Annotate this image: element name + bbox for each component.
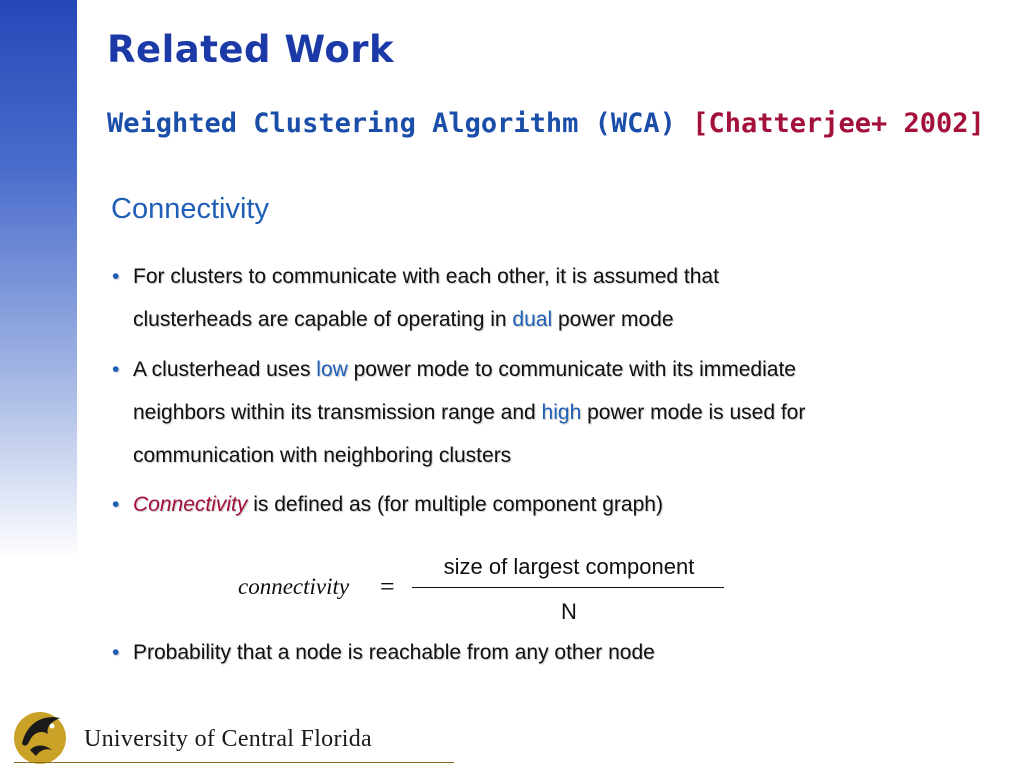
bullet-text: clusterheads are capable of operating in: [133, 308, 513, 331]
bullet-text: is defined as (for multiple component graph): [247, 493, 663, 516]
subtitle-main: Weighted Clustering Algorithm (WCA): [107, 108, 693, 139]
subtitle-citation: [Chatterjee+ 2002]: [692, 108, 985, 139]
bullet-text: For clusters to communicate with each other, it is assumed that: [133, 265, 719, 288]
side-gradient-bar: [0, 0, 77, 560]
bullet-item: [112, 348, 983, 477]
bullet-dot: •: [112, 641, 120, 664]
bullet-text: power mode: [552, 308, 674, 331]
bullet-text: power mode to communicate with its immediate: [347, 358, 796, 381]
formula-lhs: connectivity: [238, 574, 350, 599]
highlight-high: high: [541, 401, 582, 424]
slide-subtitle: [107, 108, 985, 139]
highlight-connectivity: Connectivity: [133, 493, 248, 516]
bullet-item: [112, 631, 983, 674]
bullet-text: A clusterhead uses: [133, 358, 317, 381]
bullet-item: [112, 255, 983, 341]
pegasus-icon: [8, 704, 72, 768]
highlight-low: low: [316, 358, 348, 381]
bullet-text: power mode is used for: [581, 401, 806, 424]
formula-equals: =: [380, 572, 395, 601]
fraction-bar: [412, 587, 724, 588]
bullet-text: neighbors within its transmission range and: [133, 401, 542, 424]
slide-title: Related Work: [107, 28, 395, 71]
bullet-dot: •: [112, 265, 120, 288]
bullet-dot: •: [112, 358, 120, 381]
connectivity-formula: [238, 552, 738, 632]
bullet-dot: •: [112, 493, 120, 516]
highlight-dual: dual: [512, 308, 553, 331]
footer-rule: [14, 762, 454, 763]
bullet-item: [112, 483, 983, 526]
bullet-text: Probability that a node is reachable from any other node: [133, 641, 655, 664]
formula-denominator: N: [561, 599, 577, 624]
university-name: University of Central Florida: [84, 726, 372, 752]
bullet-text: communication with neighboring clusters: [133, 444, 512, 467]
section-heading: Connectivity: [111, 193, 269, 225]
formula-numerator: size of largest component: [443, 554, 695, 579]
